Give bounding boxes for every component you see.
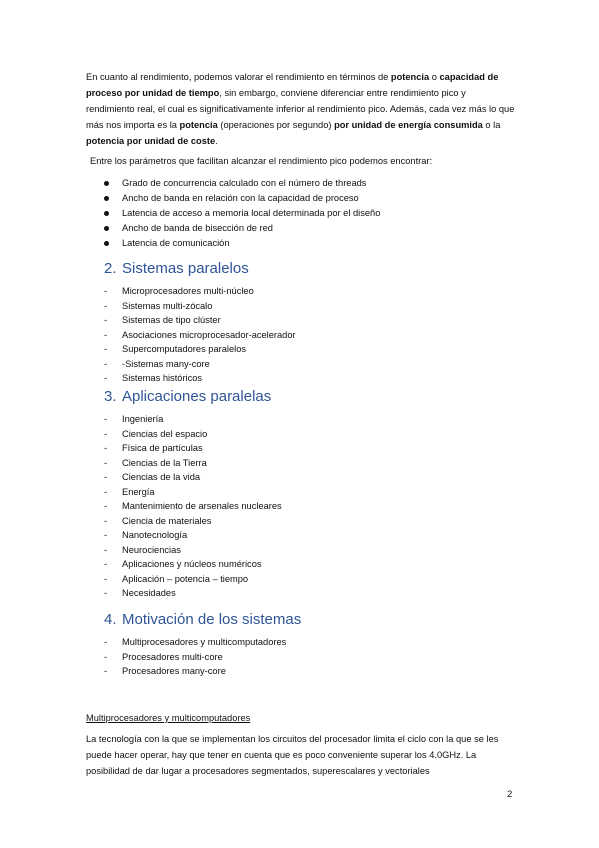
aplicaciones-paralelas-list [104, 412, 282, 601]
bullet-icon [104, 241, 109, 246]
intro-bold: potencia [390, 72, 430, 82]
section-heading-aplicaciones-paralelas [104, 388, 271, 406]
list-item: - Microprocesadores multi-núcleo [104, 286, 254, 296]
intro-text: (operaciones por segundo) [217, 120, 335, 130]
intro-bold: potencia [179, 120, 218, 130]
subsection-paragraph: La tecnología con la que se implementan los circuitos del procesador limita el ciclo con la que se les puede hacer operar, hay que tener en cuenta que es poco conveniente superar los 4.0GHz. La posibilidad de dar lugar a procesadores segmentados, superescalares y vectoriales [86, 734, 499, 776]
list-item: Latencia de acceso a memoria local determinada por el diseño [104, 206, 380, 221]
list-item: - Ciencias de la vida [104, 472, 201, 482]
list-item: - Ciencias del espacio [104, 428, 208, 439]
list-item: - -Sistemas many-core [104, 358, 210, 369]
bullet-icon [104, 196, 109, 201]
list-item: - Física de partículas [104, 443, 203, 453]
list-item: - Procesadores many-core [104, 666, 226, 676]
list-item: Grado de concurrencia calculado con el número de threads [104, 176, 380, 191]
intro-paragraph [86, 69, 516, 149]
list-item: - Sistemas históricos [104, 373, 203, 383]
motivacion-list [104, 635, 286, 679]
intro-bold: capacidad de proceso por unidad de tiempo [86, 72, 499, 98]
heading-number: 2. [104, 260, 117, 277]
list-item: - Mantenimiento de arsenales nucleares [104, 501, 282, 511]
list-item: - Sistemas multi-zócalo [104, 300, 213, 311]
intro-text: . [215, 136, 218, 146]
heading-title: Sistemas paralelos [122, 260, 249, 277]
list-item: - Aplicaciones y núcleos numéricos [104, 559, 262, 569]
list-item: Latencia de comunicación [104, 236, 380, 251]
subsection-title: Multiprocesadores y multicomputadores [86, 713, 251, 723]
params-list [104, 176, 380, 251]
list-item: - Supercomputadores paralelos [104, 344, 247, 354]
params-intro: Entre los parámetros que facilitan alcanzar el rendimiento pico podemos encontrar: [90, 156, 433, 166]
section-heading-sistemas-paralelos [104, 260, 249, 278]
list-item: Ancho de banda en relación con la capacidad de proceso [104, 191, 380, 206]
intro-text: , sin embargo, conviene diferenciar entre rendimiento pico y rendimiento real, el cual es significativamente inferior al rendimiento pico. Además, cada vez más lo que más nos importa es la [86, 88, 515, 130]
list-item: - Ciencia de materiales [104, 515, 212, 526]
list-item: - Necesidades [104, 588, 176, 598]
sistemas-paralelos-list [104, 284, 296, 386]
page-number: 2 [507, 789, 513, 800]
list-item: - Energía [104, 486, 155, 497]
list-item: - Neurociencias [104, 544, 181, 555]
intro-text: o la [482, 120, 501, 130]
bullet-icon [104, 226, 109, 231]
intro-bold: potencia por unidad de coste [86, 136, 216, 146]
intro-text: o [429, 72, 440, 82]
list-item: - Multiprocesadores y multicomputadores [104, 637, 287, 647]
heading-title: Aplicaciones paralelas [122, 388, 272, 405]
bullet-icon [104, 181, 109, 186]
list-item: - Aplicación – potencia – tiempo [104, 573, 249, 584]
heading-number: 3. [104, 388, 117, 405]
list-item: - Asociaciones microprocesador-acelerador [104, 329, 296, 340]
list-item: - Ingeniería [104, 414, 164, 424]
heading-number: 4. [104, 611, 117, 628]
list-item: - Nanotecnología [104, 530, 188, 540]
list-item: - Ciencias de la Tierra [104, 457, 207, 468]
intro-bold: por unidad de energía consumida [334, 120, 483, 130]
bullet-icon [104, 211, 109, 216]
section-heading-motivacion [104, 611, 301, 629]
list-item: Ancho de banda de bisección de red [104, 221, 380, 236]
list-item: - Procesadores multi-core [104, 651, 223, 662]
list-item: - Sistemas de tipo clúster [104, 315, 221, 325]
intro-text: En cuanto al rendimiento, podemos valorar el rendimiento en términos de [86, 72, 391, 82]
heading-title: Motivación de los sistemas [122, 611, 302, 628]
